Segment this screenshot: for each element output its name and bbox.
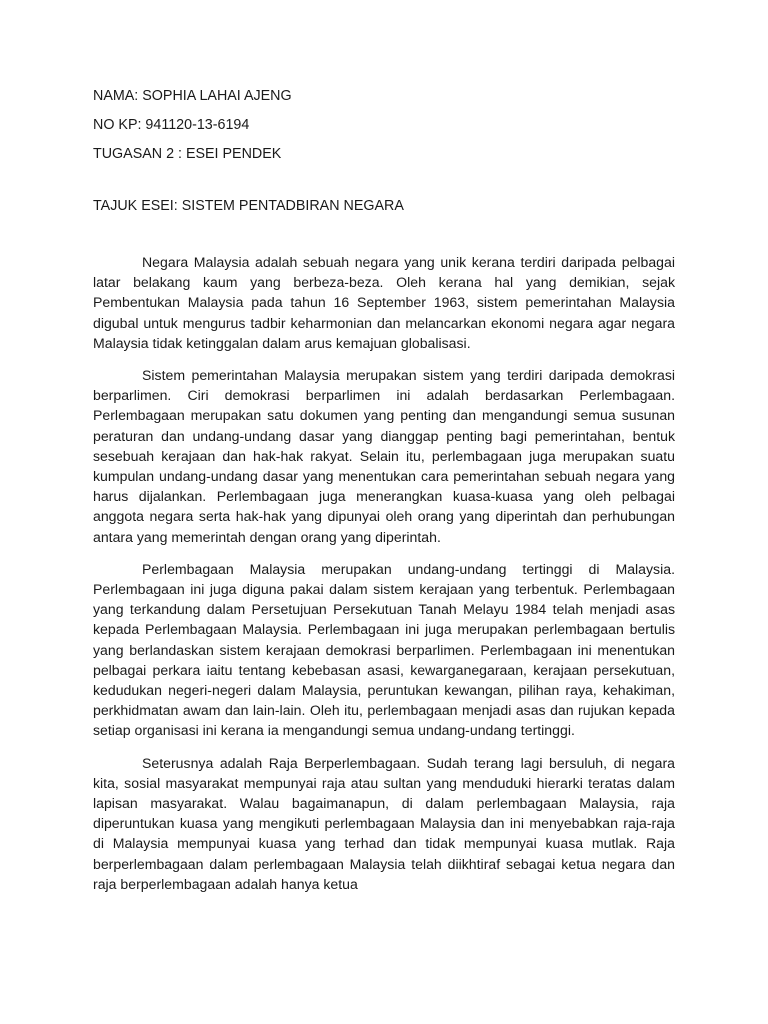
assignment-label: TUGASAN 2 : ESEI PENDEK — [93, 146, 282, 162]
paragraph: Perlembagaan Malaysia merupakan undang-undang tertinggi di Malaysia. Perlembagaan ini juga diguna pakai dalam sistem kerajaan yang terbentuk. Perlembagaan yang terkandung dalam Persetujuan Persekutuan Tanah Melayu 1984 telah menjadi asas kepada Perlembagaan Malaysia. Perlembagaan ini juga merupakan perlembagaan bertulis yang berlandaskan sistem kerajaan demokrasi berparlimen. Perlembagaan ini menentukan pelbagai perkara iaitu tentang kebebasan asasi, kewarganegaraan, kerajaan persekutuan, kedudukan negeri-negeri dalam Malaysia, peruntukan kewangan, pilihan raya, kehakiman, perkhidmatan awam dan lain-lain. Oleh itu, perlembagaan menjadi asas dan rujukan kepada setiap organisasi ini kerana ia mengandungi semua undang-undang tertinggi. — [93, 560, 675, 739]
document-page — [93, 86, 675, 906]
essay-body — [93, 252, 675, 894]
student-name: NAMA: SOPHIA LAHAI AJENG — [93, 88, 292, 104]
paragraph: Seterusnya adalah Raja Berperlembagaan. Sudah terang lagi bersuluh, di negara kita, sosial masyarakat mempunyai raja atau sultan yang menduduki hierarki teratas dalam lapisan masyarakat. Walau bagaimanapun, di dalam perlembagaan Malaysia, raja diperuntukan kuasa yang mengikuti perlembagaan Malaysia dan ini menyebabkan raja-raja di Malaysia mempunyai kuasa yang terhad dan tidak mempunyai kuasa mutlak. Raja berperlembagaan dalam perlembagaan Malaysia telah diikhtiraf sebagai ketua negara dan raja berperlembagaan adalah hanya ketua — [93, 754, 675, 892]
essay-title: TAJUK ESEI: SISTEM PENTADBIRAN NEGARA — [93, 198, 404, 214]
paragraph: Negara Malaysia adalah sebuah negara yang unik kerana terdiri daripada pelbagai latar belakang kaum yang berbeza-beza. Oleh kerana hal yang demikian, sejak Pembentukan Malaysia pada tahun 16 September 1963, sistem pemerintahan Malaysia digubal untuk mengurus tadbir keharmonian dan melancarkan ekonomi negara agar negara Malaysia tidak ketinggalan dalam arus kemajuan globalisasi. — [93, 254, 675, 351]
paragraph: Sistem pemerintahan Malaysia merupakan sistem yang terdiri daripada demokrasi berparlimen. Ciri demokrasi berparlimen ini adalah berdasarkan Perlembagaan. Perlembagaan merupakan satu dokumen yang penting dan mengandungi semua susunan peraturan dan undang-undang dasar yang dianggap penting bagi pemerintahan, bentuk sesebuah kerajaan dan hak-hak rakyat. Selain itu, perlembagaan juga merupakan suatu kumpulan undang-undang dasar yang menentukan cara pemerintahan sebuah negara yang harus dijalankan. Perlembagaan juga menerangkan kuasa-kuasa yang oleh pelbagai anggota negara serta hak-hak yang dipunyai oleh orang yang diperintah dan perhubungan antara yang memerintah dengan orang yang diperintah. — [93, 367, 675, 545]
ic-number: NO KP: 941120-13-6194 — [93, 117, 250, 133]
